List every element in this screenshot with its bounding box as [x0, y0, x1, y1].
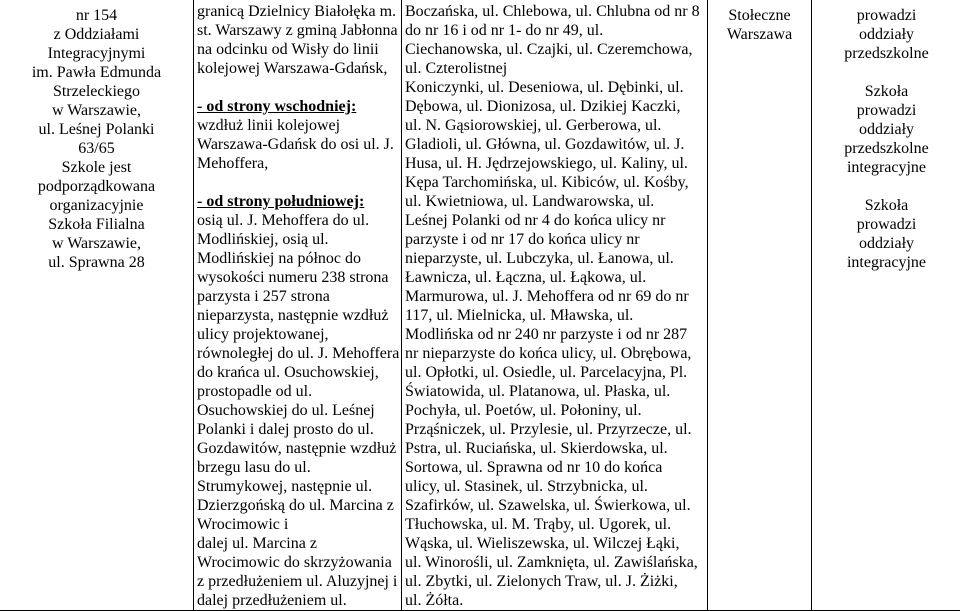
street-line: Husa, ul. H. Jędrzejowskiego, ul. Kaliny, ul. [405, 154, 707, 173]
street-line: Sortowa, ul. Sprawna od nr 10 do końca [405, 458, 707, 477]
boundary-line: osią ul. J. Mehoffera do ul. [197, 211, 401, 230]
spacer [812, 63, 960, 82]
boundary-line: ulicy projektowanej, [197, 325, 401, 344]
boundary-line: granicą Dzielnicy Białołęka m. [197, 2, 401, 21]
school-line: Strzeleckiego [0, 82, 193, 101]
boundary-line: kolejowej Warszawa-Gdańsk, [197, 59, 401, 78]
boundary-line: st. Warszawy z gminą Jabłonna [197, 21, 401, 40]
boundary-line: brzegu lasu do ul. [197, 458, 401, 477]
boundary-line: do krańca ul. Osuchowskiej, [197, 363, 401, 382]
street-line: ul. Opłotki, ul. Osiedle, ul. Parcelacyjna, Pl. [405, 363, 707, 382]
street-line: Ciechanowska, ul. Czajki, ul. Czeremchowa, [405, 40, 707, 59]
school-line: Szkoła Filialna [0, 215, 193, 234]
type-line: Szkoła [812, 82, 960, 101]
street-line: Boczańska, ul. Chlebowa, ul. Chlubna od nr 8 [405, 2, 707, 21]
street-line: Prząśniczek, ul. Przylesie, ul. Przyrzecze, ul. [405, 420, 707, 439]
boundaries-cell [194, 0, 402, 611]
type-line: przedszkolne [812, 44, 960, 63]
street-line: ul. Czterolistnej [405, 59, 707, 78]
boundary-line: wysokości numeru 238 strona [197, 268, 401, 287]
boundary-line: parzysta i 257 strona [197, 287, 401, 306]
boundary-line: prostopadle od ul. [197, 382, 401, 401]
types-cell [812, 0, 960, 611]
school-line: im. Pawła Edmunda [0, 63, 193, 82]
street-line: Leśnej Polanki od nr 4 do końca ulicy nr [405, 211, 707, 230]
school-line: 63/65 [0, 139, 193, 158]
street-line: Kępa Tarchomińska, ul. Kibiców, ul. Kośby, [405, 173, 707, 192]
street-line: Marmurowa, ul. J. Mehoffera od nr 69 do nr [405, 287, 707, 306]
type-line: oddziały [812, 120, 960, 139]
boundary-line: równoległej do ul. J. Mehoffera [197, 344, 401, 363]
boundary-line: Modlińskiej, osią ul. [197, 230, 401, 249]
boundary-line: Gozdawitów, następnie wzdłuż [197, 439, 401, 458]
boundary-line: Polanki i dalej prosto do ul. [197, 420, 401, 439]
east-heading: - od strony wschodniej: [197, 97, 401, 116]
boundary-line: z przedłużeniem ul. Aluzyjnej i [197, 572, 401, 591]
boundary-line: Modlińskiej na północ do [197, 249, 401, 268]
school-line: ul. Sprawna 28 [0, 253, 193, 272]
type-line: oddziały [812, 25, 960, 44]
street-line: do nr 16 i od nr 1- do nr 49, ul. [405, 21, 707, 40]
school-line: Szkole jest [0, 158, 193, 177]
school-line: z Oddziałami [0, 25, 193, 44]
boundary-line: Wrocimowic do skrzyżowania [197, 553, 401, 572]
boundary-line: nieparzysta, następnie wzdłuż [197, 306, 401, 325]
type-line: prowadzi [812, 215, 960, 234]
boundary-line: Dzierzgońską do ul. Marcina z [197, 496, 401, 515]
street-line: Pstra, ul. Ruciańska, ul. Skierdowska, ul. [405, 439, 707, 458]
street-line: Szafirków, ul. Szawelska, ul. Świerkowa, ul. [405, 496, 707, 515]
school-line: w Warszawie, [0, 101, 193, 120]
street-line: ul. N. Gąsiorowskiej, ul. Gerberowa, ul. [405, 116, 707, 135]
street-line: Wąska, ul. Wieliszewska, ul. Wilczej Łąki, [405, 534, 707, 553]
type-line: integracyjne [812, 253, 960, 272]
type-line: oddziały [812, 234, 960, 253]
school-line: w Warszawie, [0, 234, 193, 253]
street-line: nr nieparzyste do końca ulicy, ul. Obrębowa, [405, 344, 707, 363]
street-line: ulicy, ul. Stasinek, ul. Strzybnicka, ul. [405, 477, 707, 496]
boundary-line: na odcinku od Wisły do linii [197, 40, 401, 59]
street-line: Pochyła, ul. Poetów, ul. Połoniny, ul. [405, 401, 707, 420]
organ-cell [708, 0, 812, 611]
boundary-line: Mehoffera, [197, 154, 401, 173]
spacer [197, 173, 401, 192]
street-line: 117, ul. Mielnicka, ul. Mławska, ul. [405, 306, 707, 325]
boundary-line: dalej ul. Marcina z [197, 534, 401, 553]
type-line: przedszkolne [812, 139, 960, 158]
spacer [197, 78, 401, 97]
street-line: ul. Winorośli, ul. Zamknięta, ul. Zawiślańska, [405, 553, 707, 572]
school-line: Integracyjnymi [0, 44, 193, 63]
street-line: Tłuchowska, ul. M. Trąby, ul. Ugorek, ul. [405, 515, 707, 534]
street-line: parzyste i od nr 17 do końca ulicy nr [405, 230, 707, 249]
type-line: prowadzi [812, 6, 960, 25]
school-line: nr 154 [0, 6, 193, 25]
school-name-cell [0, 0, 194, 611]
spacer [812, 177, 960, 196]
school-line: podporządkowana [0, 177, 193, 196]
street-line: Gladioli, ul. Główna, ul. Gozdawitów, ul. J. [405, 135, 707, 154]
type-line: integracyjne [812, 158, 960, 177]
school-line: organizacyjnie [0, 196, 193, 215]
street-line: ul. Zbytki, ul. Zielonych Traw, ul. J. Żiżki, [405, 572, 707, 591]
street-line: Ławnicza, ul. Łączna, ul. Łąkowa, ul. [405, 268, 707, 287]
street-line: Dębowa, ul. Dionizosa, ul. Dzikiej Kaczki, [405, 97, 707, 116]
street-line: Światowida, ul. Platanowa, ul. Płaska, ul. [405, 382, 707, 401]
street-line: ul. Kwietniowa, ul. Landwarowska, ul. [405, 192, 707, 211]
boundary-line: Strumykowej, następnie ul. [197, 477, 401, 496]
type-line: prowadzi [812, 101, 960, 120]
street-line: nieparzyste, ul. Lubczyka, ul. Łanowa, ul. [405, 249, 707, 268]
boundary-line: wzdłuż linii kolejowej [197, 116, 401, 135]
organ-line: Warszawa [708, 25, 811, 44]
streets-cell [402, 0, 708, 611]
school-line: ul. Leśnej Polanki [0, 120, 193, 139]
boundary-line: dalej przedłużeniem ul. [197, 591, 401, 610]
boundary-line: Osuchowskiej do ul. Leśnej [197, 401, 401, 420]
boundary-line: Warszawa-Gdańsk do osi ul. J. [197, 135, 401, 154]
boundary-line: Wrocimowic i [197, 515, 401, 534]
type-line: Szkoła [812, 196, 960, 215]
organ-line: Stołeczne [708, 6, 811, 25]
street-line: Modlińska od nr 240 nr parzyste i od nr 287 [405, 325, 707, 344]
street-line: ul. Żółta. [405, 591, 707, 610]
street-line: Koniczynki, ul. Deseniowa, ul. Dębinki, ul. [405, 78, 707, 97]
south-heading: - od strony południowej: [197, 192, 401, 211]
